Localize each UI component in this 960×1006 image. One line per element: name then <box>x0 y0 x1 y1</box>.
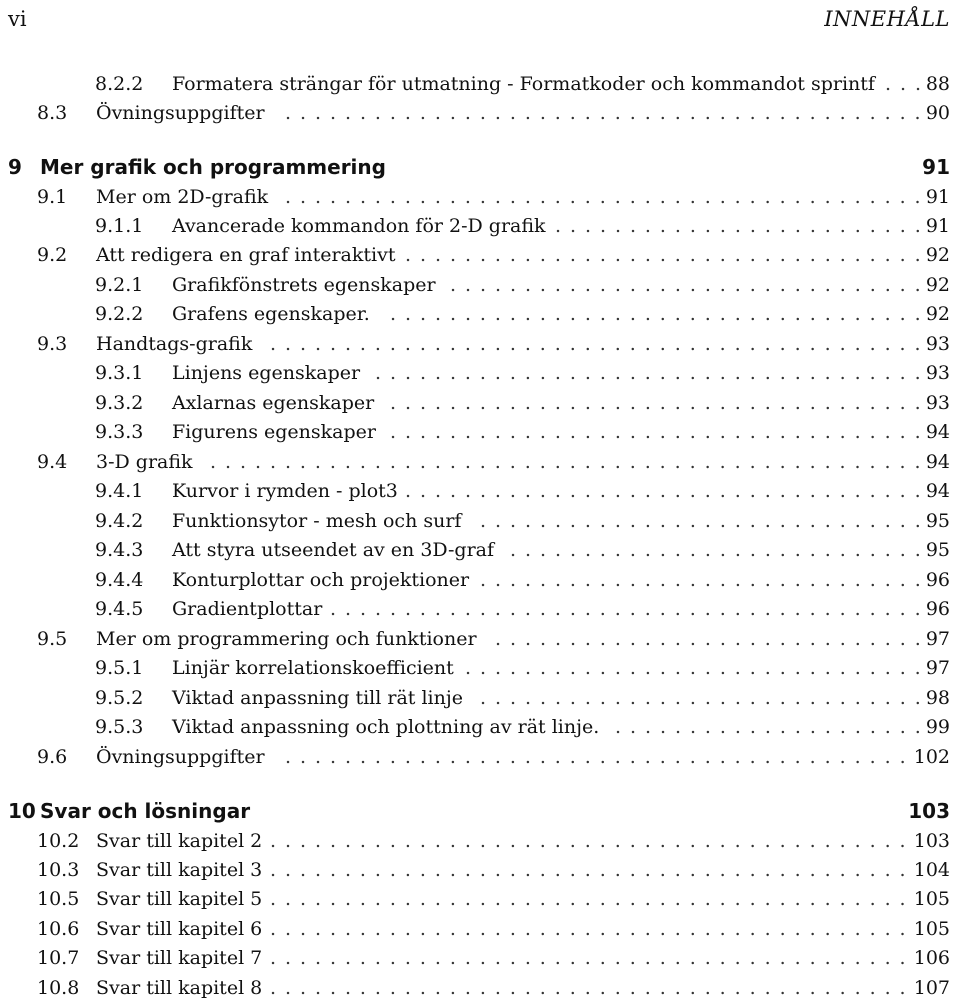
toc-entry <box>0 713 960 742</box>
toc-entry-title: Svar till kapitel 5 <box>96 888 263 910</box>
toc-leader-dots: ........................................... <box>270 830 915 852</box>
toc-entry <box>0 212 960 241</box>
toc-leader-dots: ............................. <box>495 628 930 650</box>
toc-entry-page: 93 <box>925 333 950 355</box>
toc-entry <box>0 389 960 418</box>
toc-entry-number: 9.4.3 <box>95 539 144 561</box>
toc-entry-title: Handtags-grafik <box>96 333 253 355</box>
toc-entry-number: 9.5.2 <box>95 687 144 709</box>
toc-entry-page: 92 <box>925 274 950 296</box>
toc-leader-dots: .................................... <box>390 303 930 325</box>
toc-entry <box>0 974 960 1003</box>
toc-leader-dots: .............................. <box>480 510 930 532</box>
toc-leader-dots: .............................. <box>480 569 930 591</box>
toc-leader-dots: .............................. <box>480 687 930 709</box>
toc-entry <box>0 944 960 973</box>
toc-leader-dots: ........................................... <box>285 186 930 208</box>
toc-chapter-entry <box>0 153 960 182</box>
toc-entry-page: 105 <box>913 918 950 940</box>
toc-entry-title: Mer om 2D-grafik <box>96 186 269 208</box>
toc-entry-title: Kurvor i rymden - plot3 <box>172 480 398 502</box>
toc-entry-number: 10.7 <box>37 947 80 969</box>
toc-entry-page: 96 <box>925 598 950 620</box>
toc-leader-dots: ................................................ <box>210 451 930 473</box>
running-head: INNEHÅLL <box>824 7 950 31</box>
toc-entry <box>0 507 960 536</box>
toc-entry-number: 9.5.3 <box>95 716 144 738</box>
toc-chapter-entry <box>0 797 960 826</box>
toc-entry-number: 9.6 <box>37 746 68 768</box>
toc-entry-title: Viktad anpassning och plottning av rät linje. <box>172 716 600 738</box>
toc-entry-title: Svar till kapitel 6 <box>96 918 263 940</box>
toc-entry <box>0 654 960 683</box>
toc-entry <box>0 418 960 447</box>
toc-entry-page: 98 <box>925 687 950 709</box>
toc-entry-page: 94 <box>925 480 950 502</box>
toc-entry-page: 102 <box>913 746 950 768</box>
toc-leader-dots: ........................................... <box>270 947 915 969</box>
toc-leader-dots: ............................... <box>465 657 930 679</box>
toc-entry-title: Svar till kapitel 2 <box>96 830 263 852</box>
toc-entry-page: 104 <box>913 859 950 881</box>
toc-leader-dots: .......................................... <box>285 746 915 768</box>
toc-leader-dots: ................................... <box>405 244 930 266</box>
toc-entry-title: Avancerade kommandon för 2-D grafik <box>172 215 546 237</box>
toc-entry-title: Gradientplottar <box>172 598 323 620</box>
toc-entry-number: 9.2.2 <box>95 303 144 325</box>
toc-entry-page: 95 <box>925 539 950 561</box>
toc-entry-page: 96 <box>925 569 950 591</box>
toc-entry-page: 95 <box>925 510 950 532</box>
toc-entry-number: 9.1 <box>37 186 68 208</box>
toc-entry-title: Viktad anpassning till rät linje <box>172 687 463 709</box>
toc-entry <box>0 359 960 388</box>
toc-entry-number: 9.3 <box>37 333 68 355</box>
page-header <box>8 6 950 32</box>
toc-leader-dots: ......................... <box>555 215 930 237</box>
toc-leader-dots: ..................................... <box>375 362 930 384</box>
toc-entry-number: 8.3 <box>37 102 68 124</box>
toc-entry <box>0 684 960 713</box>
toc-entry <box>0 856 960 885</box>
toc-entry-page: 91 <box>925 186 950 208</box>
toc-entry-page: 92 <box>925 244 950 266</box>
toc-entry-page: 91 <box>922 155 950 179</box>
toc-entry-page: 103 <box>913 830 950 852</box>
toc-leader-dots: ........................................... <box>270 888 915 910</box>
toc-entry <box>0 70 960 99</box>
toc-entry-title: Formatera strängar för utmatning - Formatkoder och kommandot sprintf <box>172 73 875 95</box>
toc-entry-number: 10.2 <box>37 830 80 852</box>
toc-entry-page: 93 <box>925 362 950 384</box>
toc-entry-title: Svar till kapitel 8 <box>96 977 263 999</box>
toc-leader-dots: ................................... <box>405 480 930 502</box>
toc-leader-dots: ... <box>885 73 930 95</box>
toc-leader-dots: ........................................... <box>270 918 915 940</box>
toc-entry-page: 105 <box>913 888 950 910</box>
toc-entry-number: 9.4.1 <box>95 480 144 502</box>
toc-entry <box>0 566 960 595</box>
toc-entry <box>0 536 960 565</box>
toc-entry-title: Linjens egenskaper <box>172 362 361 384</box>
toc-entry-number: 9.2 <box>37 244 68 266</box>
toc-entry-title: Grafikfönstrets egenskaper <box>172 274 436 296</box>
toc-entry-page: 106 <box>913 947 950 969</box>
toc-leader-dots: .................................... <box>390 421 930 443</box>
toc-entry-title: Axlarnas egenskaper <box>172 392 375 414</box>
toc-entry-number: 9.4.2 <box>95 510 144 532</box>
toc-entry-number: 9.4.5 <box>95 598 144 620</box>
toc-entry-title: Konturplottar och projektioner <box>172 569 470 591</box>
toc-entry-title: Figurens egenskaper <box>172 421 376 443</box>
toc-entry-title: Funktionsytor - mesh och surf <box>172 510 462 532</box>
toc-entry-title: Svar till kapitel 7 <box>96 947 263 969</box>
toc-entry-number: 9.5.1 <box>95 657 144 679</box>
toc-entry <box>0 625 960 654</box>
toc-entry-title: Svar till kapitel 3 <box>96 859 263 881</box>
toc-entry-title: Övningsuppgifter <box>96 746 265 768</box>
toc-entry-page: 88 <box>925 73 950 95</box>
toc-entry <box>0 99 960 128</box>
toc-entry-page: 91 <box>925 215 950 237</box>
toc-entry-number: 9 <box>8 155 22 179</box>
toc-entry <box>0 477 960 506</box>
page-number: vi <box>8 7 27 31</box>
toc-entry-number: 10.6 <box>37 918 80 940</box>
toc-leader-dots: ..................... <box>615 716 930 738</box>
toc-entry-page: 93 <box>925 392 950 414</box>
toc-entry-number: 9.3.3 <box>95 421 144 443</box>
toc-entry-number: 8.2.2 <box>95 73 144 95</box>
toc-entry-title: Mer om programmering och funktioner <box>96 628 477 650</box>
toc-entry-number: 9.3.1 <box>95 362 144 384</box>
toc-entry-title: Att redigera en graf interaktivt <box>96 244 396 266</box>
toc-entry-number: 9.4 <box>37 451 68 473</box>
toc-entry-page: 99 <box>925 716 950 738</box>
toc-entry <box>0 300 960 329</box>
toc-entry-title: 3-D grafik <box>96 451 193 473</box>
toc-entry-page: 97 <box>925 657 950 679</box>
toc-entry-page: 94 <box>925 451 950 473</box>
toc-entry-number: 10.8 <box>37 977 80 999</box>
toc-entry-page: 90 <box>925 102 950 124</box>
toc-entry-number: 9.3.2 <box>95 392 144 414</box>
toc-leader-dots: ........................................... <box>270 977 915 999</box>
toc-entry <box>0 885 960 914</box>
toc-entry-title: Svar och lösningar <box>40 799 251 823</box>
toc-entry-title: Linjär korrelationskoefficient <box>172 657 454 679</box>
toc-entry <box>0 241 960 270</box>
toc-entry-page: 92 <box>925 303 950 325</box>
toc-entry-number: 10.5 <box>37 888 80 910</box>
toc-leader-dots: ........................................... <box>270 859 915 881</box>
toc-entry-page: 107 <box>913 977 950 999</box>
toc-leader-dots: ................................ <box>450 274 930 296</box>
toc-entry <box>0 183 960 212</box>
toc-entry-number: 9.5 <box>37 628 68 650</box>
toc-entry <box>0 330 960 359</box>
toc-entry-number: 9.1.1 <box>95 215 144 237</box>
toc-entry <box>0 743 960 772</box>
toc-leader-dots: .................................... <box>390 392 930 414</box>
toc-entry-page: 94 <box>925 421 950 443</box>
toc-entry <box>0 827 960 856</box>
toc-leader-dots: ........................................... <box>285 102 930 124</box>
toc-entry-page: 97 <box>925 628 950 650</box>
toc-leader-dots: ............................ <box>510 539 930 561</box>
toc-entry <box>0 595 960 624</box>
toc-entry-page: 103 <box>908 799 950 823</box>
toc-entry-title: Att styra utseendet av en 3D-graf <box>172 539 495 561</box>
toc-leader-dots: ............................................ <box>270 333 930 355</box>
toc-entry-number: 9.4.4 <box>95 569 144 591</box>
toc-entry <box>0 271 960 300</box>
toc-entry-number: 10 <box>8 799 36 823</box>
toc-entry-number: 9.2.1 <box>95 274 144 296</box>
toc-entry <box>0 915 960 944</box>
toc-leader-dots: ........................................ <box>330 598 930 620</box>
toc-entry-title: Grafens egenskaper. <box>172 303 370 325</box>
toc-entry-title: Övningsuppgifter <box>96 102 265 124</box>
toc-entry-number: 10.3 <box>37 859 80 881</box>
toc-entry-title: Mer grafik och programmering <box>40 155 386 179</box>
toc-entry <box>0 448 960 477</box>
